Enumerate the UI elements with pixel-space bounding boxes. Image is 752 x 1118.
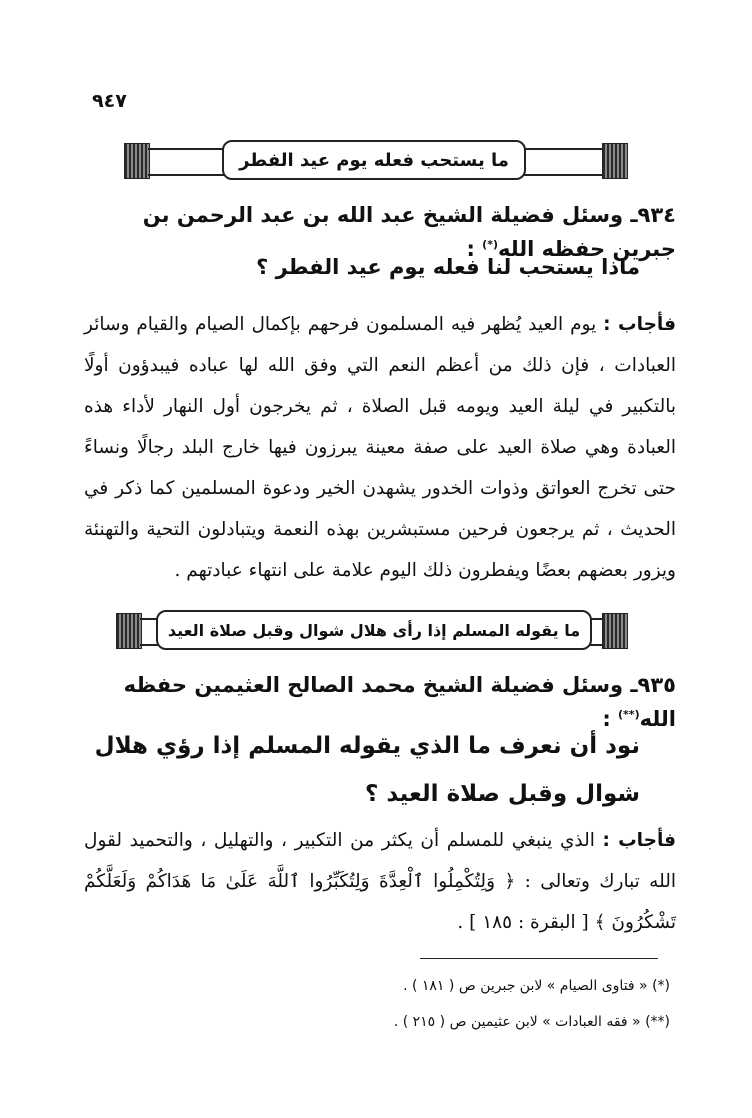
section-banner-1 [124,140,628,180]
answer-text: الذي ينبغي للمسلم أن يكثر من التكبير ، والتهليل ، والتحميد لقول الله تبارك وتعالى : [84,830,676,892]
banner-ornament-left [116,613,142,649]
footnote-mark: (**) [618,708,640,721]
answer-lead: فأجاب : [602,830,676,851]
fatwa-number: ٩٣٥ـ [630,673,676,697]
footnote-separator [420,958,658,959]
fatwa-935-question: نود أن نعرف ما الذي يقوله المسلم إذا رؤي هلال شوال وقبل صلاة العيد ؟ [94,733,640,807]
banner-ornament-right [602,613,628,649]
banner-title: ما يقوله المسلم إذا رأى هلال شوال وقبل صلاة العيد [156,610,592,650]
answer-text: يوم العيد يُظهر فيه المسلمون فرحهم بإكمال الصيام والقيام وسائر العبادات ، فإن ذلك من أعظم النعم التي وفق الله لها عباده فيبدؤون أولًا بالتكبير في ليلة العيد ويومه قبل الصلاة ، ثم يخرجون أول النهار لأداء هذه العبادة وهي صلاة العيد على صفة معينة يبرزون فيها خارج البلد رجالًا ونساءً حتى تخرج العواتق وذوات الخدور يشهدن الخير ودعوة المسلمين كما ذكر في الحديث ، ثم يرجعون فرحين مستبشرين بهذه النعمة ويتبادلون التحية والتهنئة ويزور بعضهم بعضًا ويفطرون ذلك اليوم علامة على انتهاء عبادتهم . [84,314,676,581]
answer-lead: فأجاب : [603,314,676,335]
section-banner-2 [116,610,628,650]
fatwa-934-question: ماذا يستحب لنا فعله يوم عيد الفطر ؟ [256,255,640,279]
footnote-mark: (*) [482,238,498,251]
footnote-1: (*) « فتاوى الصيام » لابن جبرين ص ( ١٨١ ) . [403,978,670,994]
fatwa-header-text: وسئل فضيلة الشيخ عبد الله بن عبد الرحمن بن جبرين حفظه الله [142,203,676,261]
header-colon: : [602,707,611,731]
header-colon: : [466,237,475,261]
verse-citation: [ البقرة : ١٨٥ ] . [457,912,589,933]
quran-verse: ﴿ وَلِتُكْمِلُوا ٱلْعِدَّةَ وَلِتُكَبِّرُوا ٱللَّهَ عَلَىٰ مَا هَدَاكُمْ وَلَعَلَّكُمْ تَشْكُرُونَ ﴾ [84,871,676,933]
banner-ornament-left [124,143,150,179]
banner-title: ما يستحب فعله يوم عيد الفطر [222,140,526,180]
banner-ornament-right [602,143,628,179]
fatwa-935-answer [84,820,676,943]
footnote-2: (**) « فقه العبادات » لابن عثيمين ص ( ٢١٥ ) . [393,1014,670,1030]
fatwa-934-answer [84,304,676,591]
fatwa-header-text: وسئل فضيلة الشيخ محمد الصالح العثيمين حفظه الله [123,673,676,731]
page-number: ٩٤٧ [92,90,127,112]
fatwa-number: ٩٣٤ـ [630,203,676,227]
